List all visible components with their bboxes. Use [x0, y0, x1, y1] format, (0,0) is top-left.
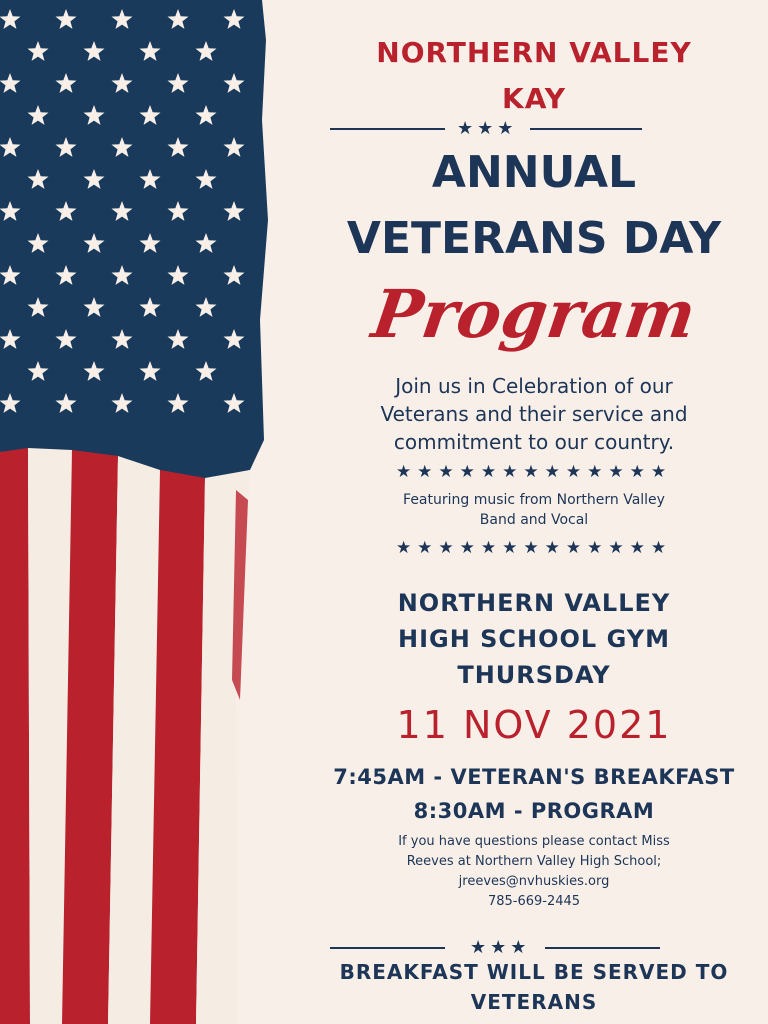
divider-line-left-2 — [330, 947, 445, 949]
schedule-item-program: 8:30AM - PROGRAM — [413, 799, 655, 823]
org-line-2: KAY — [502, 82, 566, 115]
contact-email: jreeves@nvhuskies.org — [458, 874, 610, 889]
us-flag-illustration — [0, 0, 270, 1024]
org-line-1: NORTHERN VALLEY — [376, 36, 692, 69]
divider-line-left — [330, 128, 445, 130]
venue-info — [300, 585, 768, 693]
invitation-line-2: Veterans and their service and — [380, 402, 688, 426]
contact-line-2: Reeves at Northern Valley High School; — [406, 854, 662, 869]
featuring-line-2: Band and Vocal — [479, 512, 589, 528]
program-script-title: Program — [367, 275, 701, 353]
title-line-2: VETERANS DAY — [346, 213, 722, 264]
invitation-line-3: commitment to our country. — [393, 430, 675, 454]
footer-note — [300, 957, 768, 1017]
footer-line-2: VETERANS — [470, 990, 598, 1014]
venue-day: THURSDAY — [457, 661, 611, 689]
featuring-text — [300, 490, 768, 530]
divider-line-right — [530, 128, 642, 130]
organization-name — [300, 30, 768, 122]
contact-line-1: If you have questions please contact Miss — [398, 834, 670, 849]
featuring-line-1: Featuring music from Northern Valley — [403, 492, 665, 508]
divider-stars-icon: ★★★ — [457, 118, 518, 139]
schedule — [300, 760, 768, 828]
invitation-line-1: Join us in Celebration of our — [395, 374, 673, 398]
top-divider — [330, 118, 642, 140]
event-title — [300, 140, 768, 272]
divider-stars-icon-2: ★★★ — [470, 937, 531, 958]
star-row-icon-2: ★★★★★★★★★★★★★ — [395, 538, 673, 558]
footer-line-1: BREAKFAST WILL BE SERVED TO — [339, 960, 729, 984]
bottom-divider — [330, 937, 660, 959]
venue-line-2: HIGH SCHOOL GYM — [397, 625, 671, 653]
contact-phone: 785-669-2445 — [487, 894, 581, 909]
schedule-item-breakfast: 7:45AM - VETERAN'S BREAKFAST — [333, 765, 735, 789]
title-line-1: ANNUAL — [431, 147, 637, 198]
invitation-text — [300, 372, 768, 456]
contact-info — [300, 832, 768, 912]
event-date: 11 NOV 2021 — [396, 703, 672, 747]
star-row-icon: ★★★★★★★★★★★★★ — [395, 462, 673, 482]
venue-line-1: NORTHERN VALLEY — [397, 589, 671, 617]
divider-line-right-2 — [545, 947, 660, 949]
